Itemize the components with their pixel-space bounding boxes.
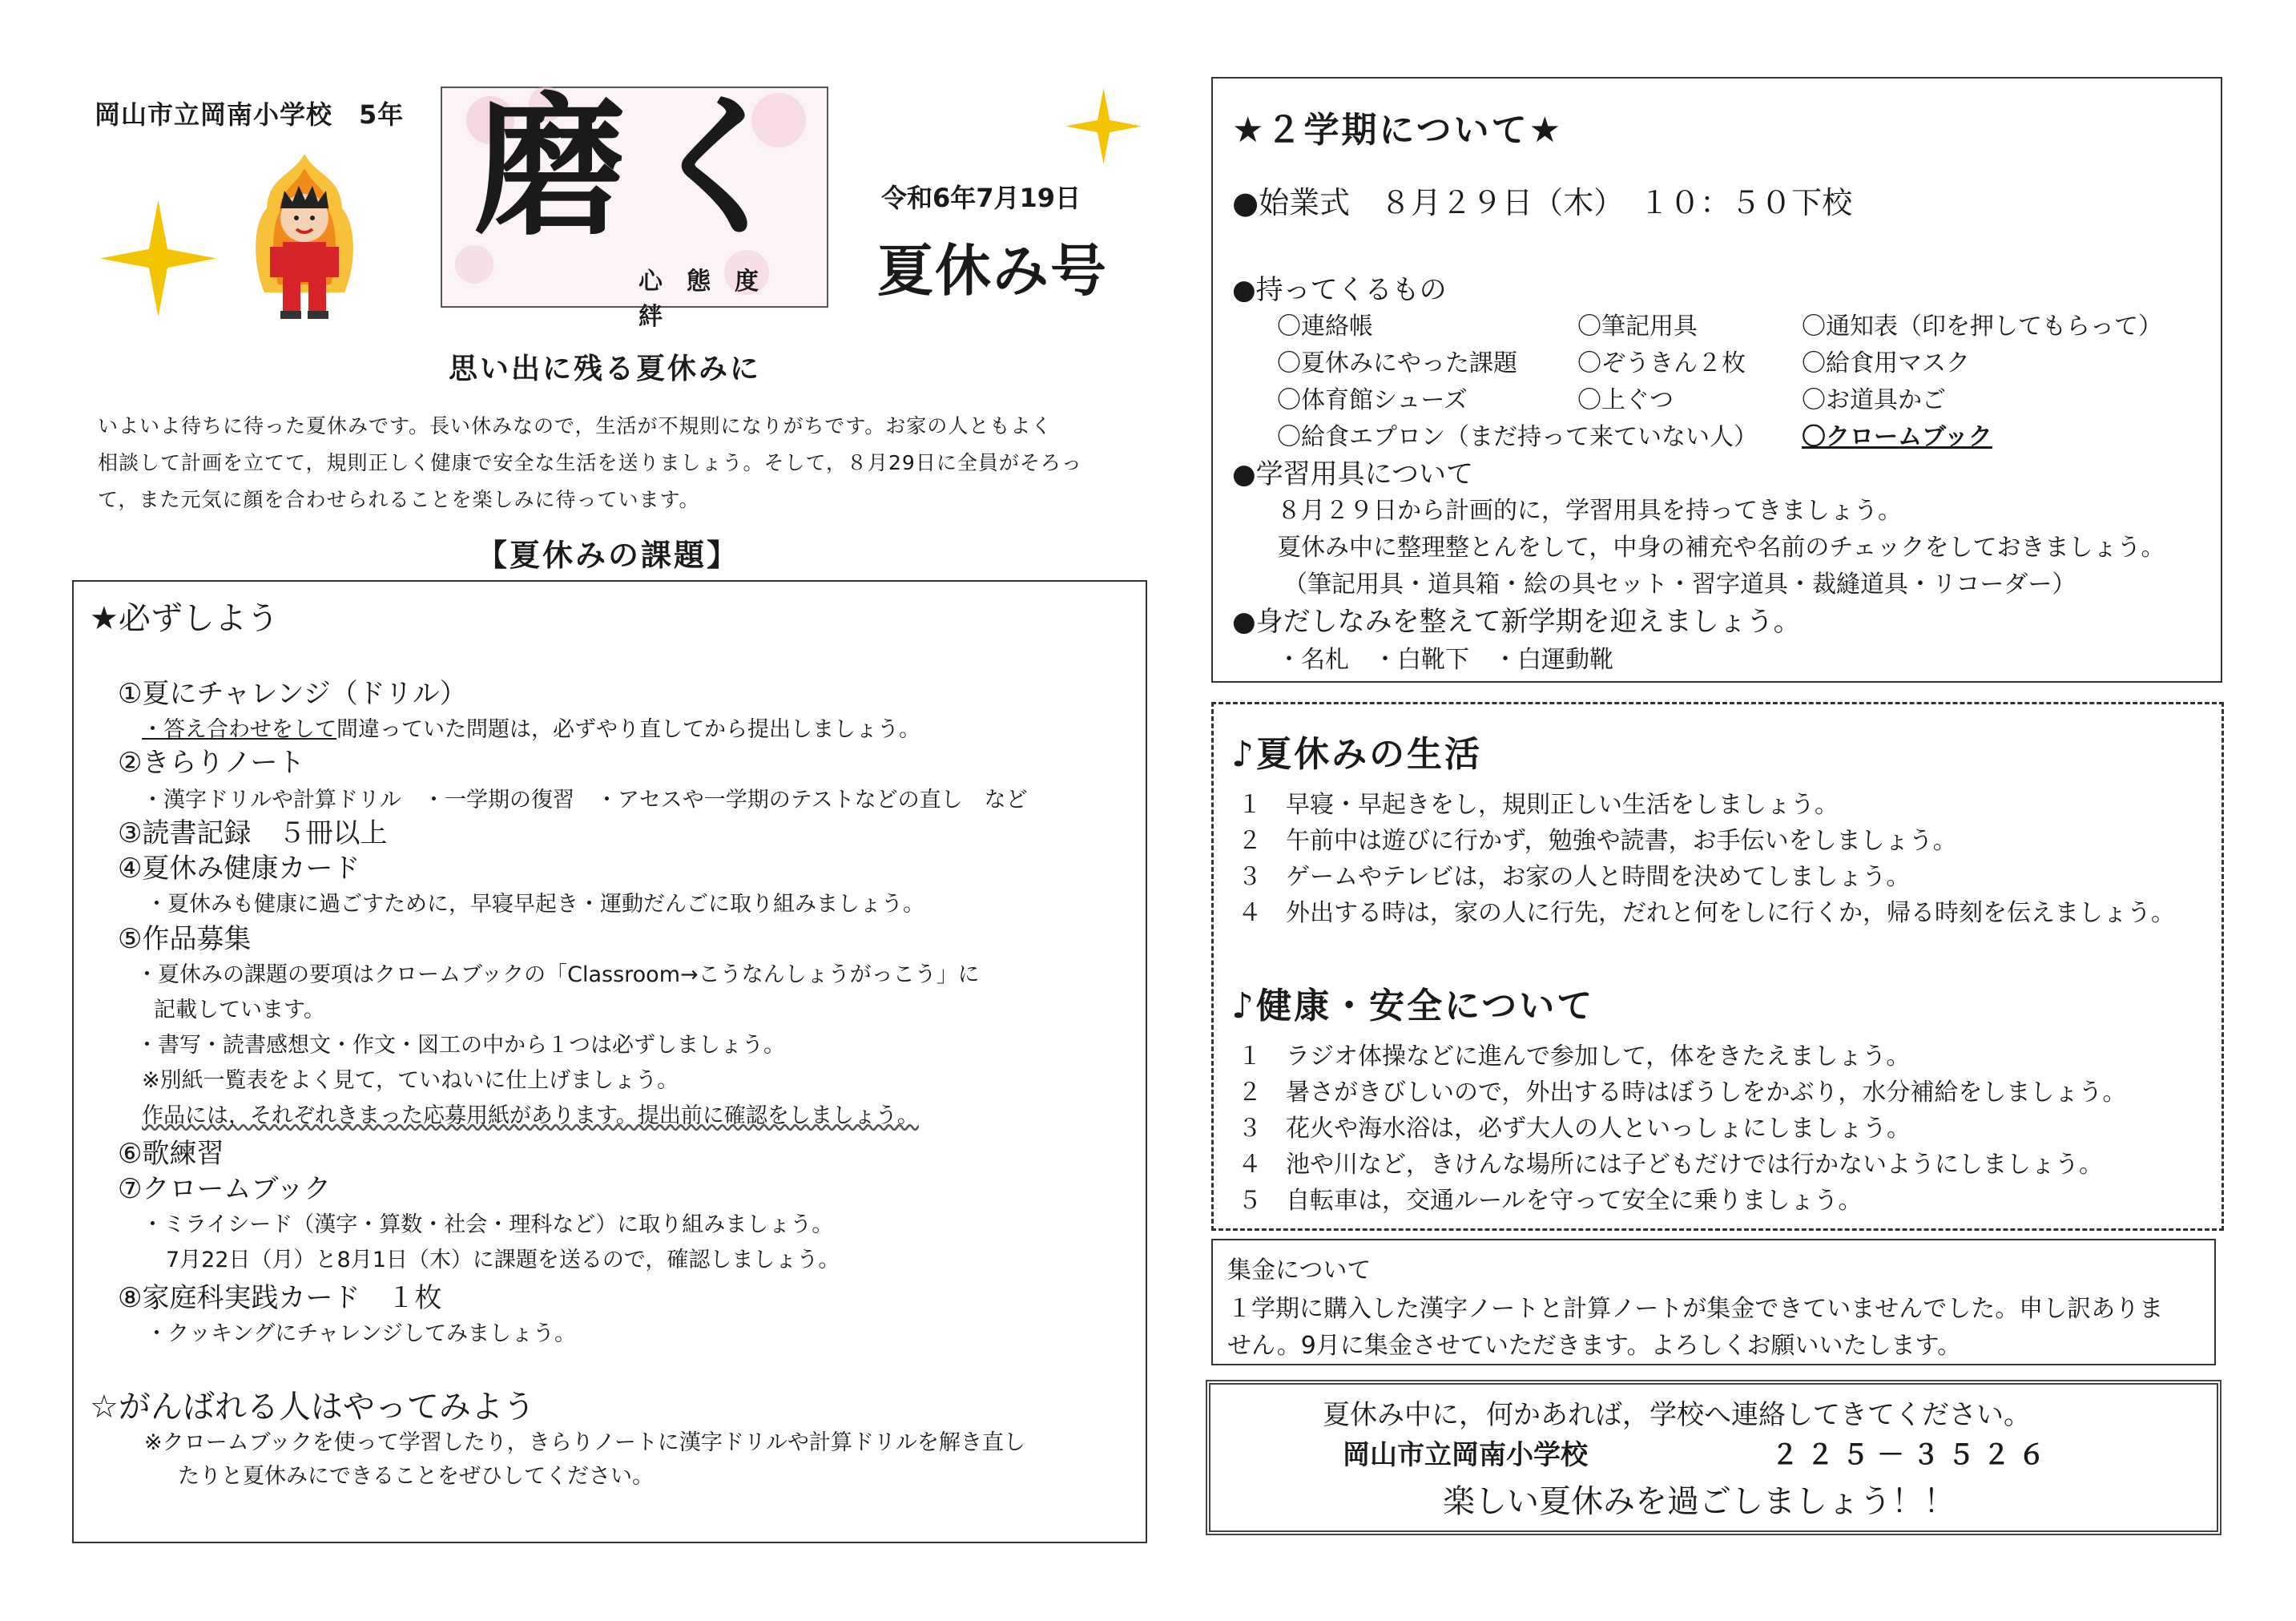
assignment-item: ②きらりノート: [118, 747, 305, 779]
life-item: ３ ゲームやテレビは，お家の人と時間を決めてしましょう。: [1238, 863, 1911, 891]
term2-heading: ★２学期について★: [1232, 110, 1564, 151]
assignment-item: ①夏にチャレンジ（ドリル）: [118, 678, 467, 710]
assignment-item: ⑦クロームブック: [118, 1173, 332, 1205]
money-line: １学期に購入した漢字ノートと計算ノートが集金できていませんでした。申し訳ありま: [1227, 1295, 2164, 1323]
must-do-heading: ★必ずしよう: [90, 600, 279, 637]
grooming-heading: ●身だしなみを整えて新学期を迎えましょう。: [1232, 606, 1801, 638]
logo-title: 磨く: [474, 78, 812, 256]
boy-mascot-icon: [236, 152, 373, 321]
bring-item: 〇体育館シューズ: [1277, 386, 1468, 414]
safety-item: ３ 花火や海水浴は，必ず大人の人といっしょにしましょう。: [1238, 1115, 1911, 1143]
bring-item: 〇ぞうきん２枚: [1577, 349, 1746, 377]
closing-message: 楽しい夏休みを過ごしましょう！！: [1443, 1483, 1956, 1520]
safety-heading: ♪健康・安全について: [1231, 986, 1595, 1026]
assignment-note: ・夏休みの課題の要項はクロームブックの「Classroom→こうなんしょうがっこう」に: [136, 962, 980, 987]
intro-line: て，また元気に顔を合わせられることを楽しみに待っています。: [98, 488, 700, 511]
life-item: ２ 午前中は遊びに行かず，勉強や読書，お手伝いをしましょう。: [1238, 827, 1957, 855]
bring-item: 〇夏休みにやった課題: [1277, 349, 1517, 377]
try-heading: ☆がんばれる人はやってみよう: [90, 1389, 535, 1425]
bring-item: 〇連絡帳: [1277, 313, 1373, 341]
assignment-item: ⑤作品募集: [118, 923, 252, 955]
bring-item: 〇筆記用具: [1577, 313, 1698, 341]
life-item: １ 早寝・早起きをし，規則正しい生活をしましょう。: [1238, 791, 1839, 819]
newsletter-logo: [441, 78, 828, 331]
supplies-line: ８月２９日から計画的に，学習用具を持ってきましょう。: [1277, 497, 1902, 525]
assignment-note-underlined: ・答え合わせをして: [142, 717, 336, 742]
assignment-note: 記載しています。: [154, 998, 325, 1022]
safety-item: １ ラジオ体操などに進んで参加して，体をきたえましょう。: [1238, 1042, 1911, 1071]
sparkle-star-icon: [100, 200, 216, 317]
money-notice-box: [1211, 1239, 2216, 1365]
assignment-note: ・夏休みも健康に過ごすために，早寝早起き・運動だんごに取り組みましょう。: [146, 892, 924, 917]
intro-line: いよいよ待ちに待った夏休みです。長い休みなので，生活が不規則になりがちです。お家の人ともよく: [98, 414, 1053, 438]
life-item: ４ 外出する時は，家の人に行先，だれと何をしに行くか，帰る時刻を伝えましょう。: [1238, 899, 2175, 927]
supplies-heading: ●学習用具について: [1232, 458, 1473, 490]
bring-item: 〇給食用マスク: [1802, 349, 1970, 377]
bring-item-chromebook: 〇クロームブック: [1802, 423, 1992, 451]
assignment-note: ・書写・読書感想文・作文・図工の中から１つは必ずしましょう。: [136, 1033, 785, 1058]
assignment-note: ※別紙一覧表をよく見て，ていねいに仕上げましょう。: [142, 1068, 679, 1093]
supplies-line: 夏休み中に整理整とんをして，中身の補充や名前のチェックをしておきましょう。: [1277, 534, 2165, 562]
safety-item: ２ 暑さがきびしいので，外出する時はぼうしをかぶり，水分補給をしましょう。: [1238, 1079, 2127, 1107]
assignment-item: ⑧家庭科実践カード １枚: [118, 1282, 442, 1314]
assignment-note: ・ミライシード（漢字・算数・社会・理科など）に取り組みましょう。: [142, 1212, 834, 1237]
assignment-note-underlined: 作品には，それぞれきまった応募用紙があります。提出前に確認をしましょう。: [142, 1103, 919, 1128]
sparkle-star-icon: [1065, 88, 1142, 164]
contact-phone: ２２５－３５２６: [1771, 1439, 2053, 1471]
bring-heading: ●持ってくるもの: [1232, 274, 1447, 306]
try-note: たりと夏休みにできることをぜひしてください。: [178, 1464, 654, 1489]
logo-subtitle: 心態度絆: [638, 268, 783, 331]
assignments-box: [72, 580, 1147, 1543]
issue-date: 令和6年7月19日: [881, 183, 1082, 213]
supplies-line: （筆記用具・道具箱・絵の具セット・習字道具・裁縫道具・リコーダー）: [1283, 571, 2076, 599]
contact-school: 岡山市立岡南小学校: [1343, 1439, 1588, 1471]
grooming-items: ・名札 ・白靴下 ・白運動靴: [1277, 646, 1613, 674]
money-line: せん。9月に集金させていただきます。よろしくお願いいたします。: [1227, 1332, 1962, 1360]
try-note: ※クロームブックを使って学習したり，きらりノートに漢字ドリルや計算ドリルを解き直し: [144, 1430, 1025, 1455]
assignment-note: 7月22日（月）と8月1日（木）に課題を送るので，確認しましょう。: [166, 1248, 840, 1272]
intro-line: 相談して計画を立てて，規則正しく健康で安全な生活を送りましょう。そして，８月29日に全員がそろっ: [98, 451, 1082, 474]
bring-item: 〇お道具かご: [1802, 386, 1946, 414]
school-grade: 岡山市立岡南小学校 5年: [95, 99, 405, 130]
assignment-item: ④夏休み健康カード: [118, 853, 361, 885]
issue-title: 夏休み号: [877, 238, 1108, 304]
bring-item: 〇給食エプロン（まだ持って来ていない人）: [1277, 423, 1758, 451]
assignment-item: ③読書記録 ５冊以上: [118, 817, 388, 849]
assignment-item: ⑥歌練習: [118, 1138, 224, 1170]
term2-box: [1211, 77, 2222, 683]
safety-item: ５ 自転車は，交通ルールを守って安全に乗りましょう。: [1238, 1187, 1863, 1215]
summer-life-box: [1211, 702, 2224, 1231]
assignment-note: 間違っていた問題は，必ずやり直してから提出しましょう。: [336, 717, 920, 742]
contact-box: [1206, 1380, 2221, 1535]
ceremony-info: ●始業式 ８月２９日（木） １０：５０下校: [1232, 185, 1853, 220]
intro-title: 思い出に残る夏休みに: [449, 353, 762, 385]
assignments-title: 【夏休みの課題】: [477, 538, 740, 573]
money-heading: 集金について: [1227, 1256, 1372, 1284]
contact-line: 夏休み中に，何かあれば，学校へ連絡してきてください。: [1323, 1399, 2031, 1431]
bring-item: 〇通知表（印を押してもらって）: [1802, 313, 2162, 341]
assignment-note: ・漢字ドリルや計算ドリル ・一学期の復習 ・アセスや一学期のテストなどの直し など: [142, 788, 1028, 813]
life-heading: ♪夏休みの生活: [1231, 734, 1483, 775]
bring-item: 〇上ぐつ: [1577, 386, 1674, 414]
safety-item: ４ 池や川など，きけんな場所には子どもだけでは行かないようにしましょう。: [1238, 1151, 2103, 1179]
assignment-note: ・クッキングにチャレンジしてみましょう。: [146, 1321, 577, 1346]
